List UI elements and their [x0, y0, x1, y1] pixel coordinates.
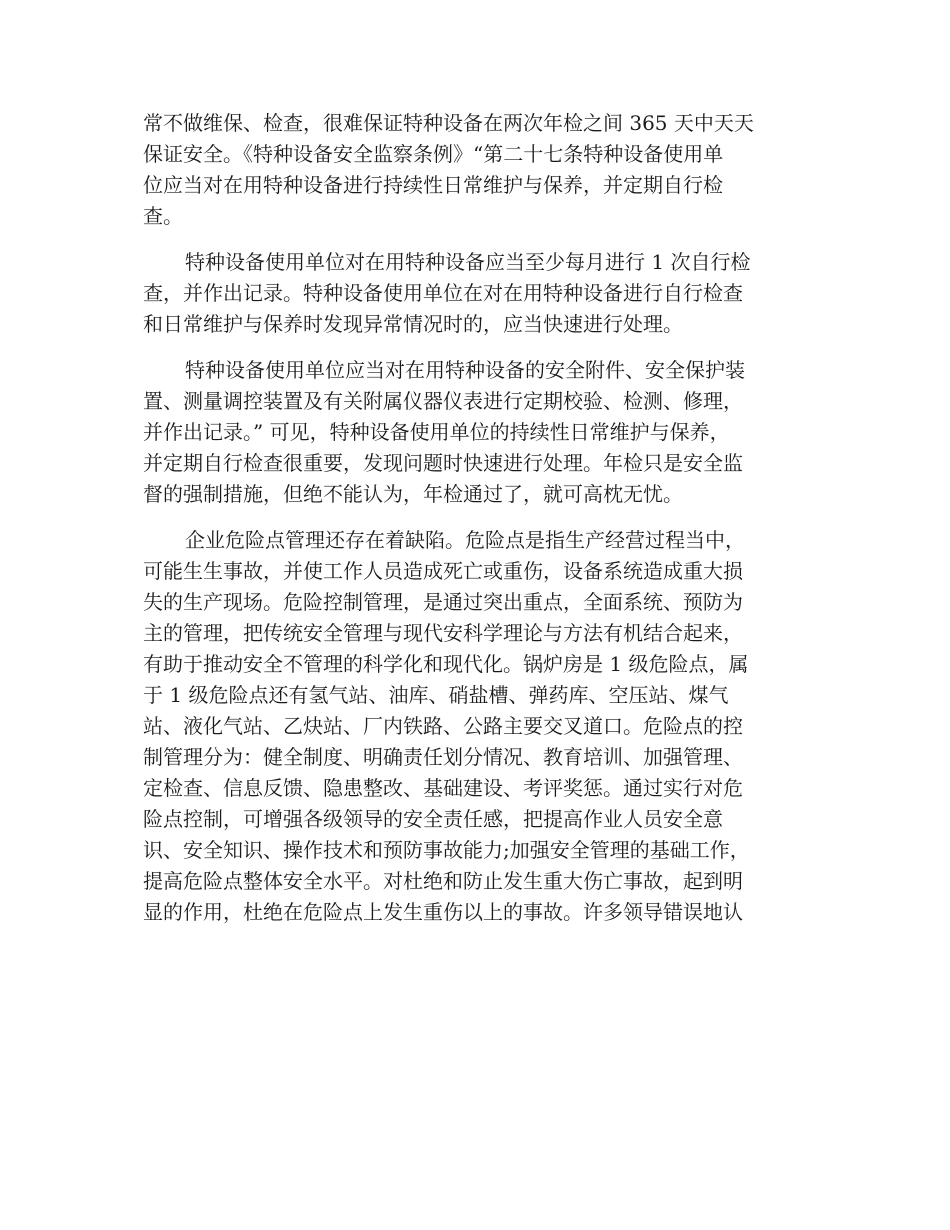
text-line: 识、安全知识、操作技术和预防事故能力;加强安全管理的基础工作， — [143, 838, 750, 862]
text-line: 位应当对在用特种设备进行持续性日常维护与保养，并定期自行检 — [143, 173, 723, 197]
document-body — [143, 108, 803, 943]
text-line: 并定期自行检查很重要，发现问题时快速进行处理。年检只是安全监 — [143, 451, 743, 475]
text-line: 查。 — [143, 204, 183, 228]
text-line: 于 1 级危险点还有氢气站、油库、硝盐槽、弹药库、空压站、煤气 — [143, 683, 729, 707]
text-line: 常不做维保、检查，很难保证特种设备在两次年检之间 365 天中天天 — [143, 111, 754, 135]
text-line: 督的强制措施，但绝不能认为，年检通过了，就可高枕无忧。 — [143, 482, 683, 506]
text-line: 提高危险点整体安全水平。对杜绝和防止发生重大伤亡事故，起到明 — [143, 869, 743, 893]
text-line: 保证安全。《特种设备安全监察条例》“第二十七条特种设备使用单 — [143, 142, 724, 166]
text-line: 并作出记录。” 可见，特种设备使用单位的持续性日常维护与保养， — [143, 420, 730, 444]
text-line: 特种设备使用单位对在用特种设备应当至少每月进行 1 次自行检 — [185, 250, 751, 274]
paragraph-4 — [143, 525, 803, 928]
text-line: 和日常维护与保养时发现异常情况时的，应当快速进行处理。 — [143, 312, 683, 336]
text-line: 制管理分为：健全制度、明确责任划分情况、教育培训、加强管理、 — [143, 745, 743, 769]
text-line: 可能生生事故，并使工作人员造成死亡或重伤，设备系统造成重大损 — [143, 559, 743, 583]
text-line: 险点控制，可增强各级领导的安全责任感，把提高作业人员安全意 — [143, 807, 723, 831]
paragraph-2 — [143, 247, 803, 340]
text-line: 特种设备使用单位应当对在用特种设备的安全附件、安全保护装 — [185, 358, 745, 382]
text-line: 企业危险点管理还存在着缺陷。危险点是指生产经营过程当中， — [185, 528, 745, 552]
text-line: 显的作用，杜绝在危险点上发生重伤以上的事故。许多领导错误地认 — [143, 900, 743, 924]
text-line: 定检查、信息反馈、隐患整改、基础建设、考评奖惩。通过实行对危 — [143, 776, 743, 800]
paragraph-1 — [143, 108, 803, 232]
paragraph-3 — [143, 355, 803, 510]
text-line: 失的生产现场。危险控制管理，是通过突出重点，全面系统、预防为 — [143, 590, 743, 614]
text-line: 有助于推动安全不管理的科学化和现代化。锅炉房是 1 级危险点，属 — [143, 652, 749, 676]
text-line: 站、液化气站、乙炔站、厂内铁路、公路主要交叉道口。危险点的控 — [143, 714, 743, 738]
text-line: 置、测量调控装置及有关附属仪器仪表进行定期校验、检测、修理， — [143, 389, 743, 413]
text-line: 主的管理，把传统安全管理与现代安科学理论与方法有机结合起来， — [143, 621, 743, 645]
text-line: 查，并作出记录。特种设备使用单位在对在用特种设备进行自行检查 — [143, 281, 743, 305]
